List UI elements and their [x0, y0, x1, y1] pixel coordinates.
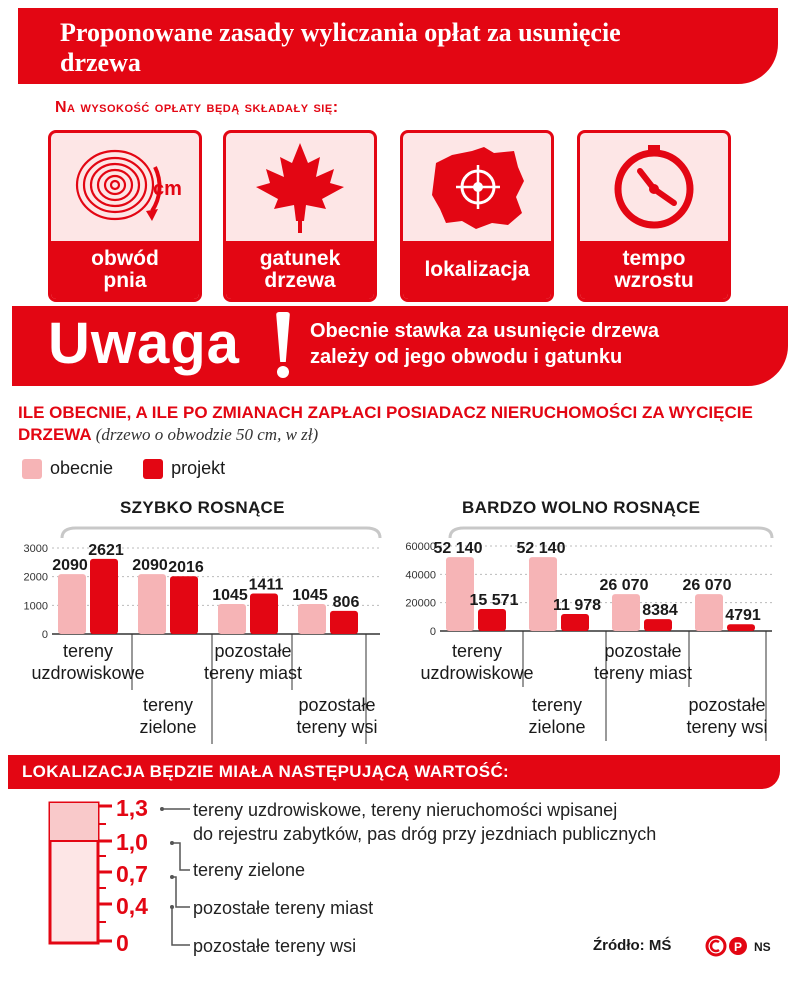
cat-label-c2b	[512, 694, 602, 738]
data-label: 15 571	[469, 591, 519, 609]
warning-text-line2: zależy od jego obwodu i gatunku	[310, 346, 623, 368]
card-trunk-circumference	[48, 130, 202, 302]
data-label: 806	[332, 593, 360, 611]
data-label: 52 140	[516, 540, 566, 558]
legend-label-project: projekt	[171, 458, 226, 478]
card-label: obwód pnia	[51, 241, 199, 299]
exclamation-dot	[277, 366, 289, 378]
cat-label-line: pozostałe	[298, 695, 376, 715]
cat-label-line: zielone	[139, 717, 197, 737]
legend-swatch-current	[22, 459, 42, 479]
title-bracket	[62, 528, 380, 538]
scale-value: 1,3	[116, 795, 148, 821]
title-bracket	[450, 528, 772, 538]
location-item-line: tereny uzdrowiskowe, tereny nieruchomości wpisanej	[193, 800, 618, 820]
components-heading: Na wysokość opłaty będą składały się:	[55, 99, 339, 116]
cat-label-c3b	[578, 640, 708, 684]
warning-banner	[12, 306, 788, 386]
bar-project	[250, 594, 278, 634]
exclamation-icon	[276, 312, 290, 362]
cat-label-line: tereny wsi	[296, 717, 378, 737]
location-item-3: pozostałe tereny miast	[193, 898, 374, 918]
cat-label-c4b	[672, 694, 782, 738]
warning-text-line1: Obecnie stawka za usunięcie drzewa	[310, 320, 660, 342]
y-tick-label: 20000	[405, 597, 436, 610]
tree-ring-icon	[51, 133, 199, 241]
bar-current	[695, 594, 723, 631]
location-item-line: do rejestru zabytków, pas dróg przy jezdniach publicznych	[193, 824, 657, 844]
data-label: 1045	[292, 587, 328, 605]
card-species	[223, 130, 377, 302]
data-label: 2090	[52, 557, 88, 575]
y-tick-label: 40000	[405, 569, 436, 582]
bar-current	[529, 557, 557, 631]
bar-current	[612, 594, 640, 631]
cat-label-line: pozostałe	[604, 641, 682, 661]
y-tick-label: 60000	[405, 541, 436, 553]
data-label: 2090	[132, 557, 168, 575]
cat-label-line: tereny	[142, 695, 194, 715]
location-title: LOKALIZACJA BĘDZIE MIAŁA NASTĘPUJĄCĄ WARTOŚĆ:	[22, 762, 509, 781]
cat-label-line: tereny miast	[593, 663, 693, 683]
bar-project	[727, 624, 755, 631]
cat-label-line: tereny	[451, 641, 503, 661]
y-tick-label: 2000	[23, 571, 48, 584]
chart-question	[18, 402, 798, 446]
clock-icon	[580, 133, 728, 241]
card-label: lokalizacja	[403, 241, 551, 299]
data-label: 26 070	[682, 577, 732, 595]
scale-value: 0,4	[116, 893, 148, 919]
data-label: 1045	[212, 587, 248, 605]
question-text: ILE OBECNIE, A ILE PO ZMIANACH ZAPŁACI POSIADACZ NIERUCHOMOŚCI ZA WYCIĘCIE DRZEWA	[18, 403, 753, 444]
card-growth-rate	[577, 130, 731, 302]
svg-text:P: P	[733, 940, 743, 954]
location-banner	[8, 755, 780, 789]
y-tick-label: 0	[41, 629, 48, 641]
cat-label-line: uzdrowiskowe	[31, 663, 145, 683]
poland-map-target-icon	[403, 133, 551, 241]
bar-project	[330, 611, 358, 634]
cat-label-c2	[128, 694, 208, 738]
y-tick-label: 3000	[23, 543, 48, 555]
data-label: 4791	[725, 607, 761, 625]
cat-label-line: zielone	[528, 717, 586, 737]
cat-label-line: tereny miast	[203, 663, 303, 683]
warning-word: Uwaga	[48, 311, 240, 376]
data-label: 1411	[248, 576, 284, 594]
cat-label-line: pozostałe	[214, 641, 292, 661]
chart-title-slow: BARDZO WOLNO ROSNĄCE	[462, 498, 701, 517]
bar-project	[170, 576, 198, 634]
legend-label-current: obecnie	[50, 458, 114, 478]
cm-label: cm	[153, 178, 182, 200]
cat-label-c4	[282, 694, 392, 738]
bar-current	[138, 574, 166, 634]
cat-label-line: tereny	[62, 641, 114, 661]
legend-swatch-project	[143, 459, 163, 479]
bar-project	[478, 609, 506, 631]
data-label: 2621	[88, 541, 124, 559]
bar-current	[218, 604, 246, 634]
maple-leaf-icon	[226, 133, 374, 241]
data-label: 11 978	[552, 597, 602, 615]
cat-label-line: tereny wsi	[686, 717, 768, 737]
card-label: tempo wzrostu	[580, 241, 728, 299]
location-item-1	[193, 798, 656, 846]
data-label: 26 070	[599, 577, 649, 595]
cat-label-c3	[188, 640, 318, 684]
y-tick-label: 1000	[23, 600, 48, 613]
scale-top-fill	[50, 803, 98, 841]
bar-project	[90, 559, 118, 634]
credit-text: NS	[754, 940, 771, 954]
source-text: Źródło: MŚ	[593, 937, 672, 954]
cat-label-line: uzdrowiskowe	[420, 663, 534, 683]
cat-label-line: pozostałe	[688, 695, 766, 715]
bar-current	[58, 574, 86, 634]
data-label: 8384	[642, 602, 678, 620]
legend	[22, 458, 225, 479]
location-item-4: pozostałe tereny wsi	[193, 936, 357, 956]
page-title: Proponowane zasady wyliczania opłat za usunięcie drzewa	[60, 18, 621, 77]
scale-value: 1,0	[116, 829, 148, 855]
copyright-logo-icon	[705, 934, 751, 958]
card-location	[400, 130, 554, 302]
cat-label-c1	[28, 640, 148, 684]
data-label: 52 140	[433, 540, 483, 558]
bar-project	[644, 619, 672, 631]
y-tick-label: 0	[429, 626, 436, 638]
cat-label-line: tereny	[531, 695, 583, 715]
card-label: gatunek drzewa	[226, 241, 374, 299]
location-item-2: tereny zielone	[193, 860, 306, 880]
data-label: 2016	[168, 559, 204, 577]
cat-label-c1b	[402, 640, 552, 684]
scale-value: 0,7	[116, 861, 148, 887]
bar-current	[298, 604, 326, 634]
chart-title-fast: SZYBKO ROSNĄCE	[120, 498, 285, 517]
warning-text	[310, 318, 659, 370]
question-note: (drzewo o obwodzie 50 cm, w zł)	[95, 425, 319, 444]
bar-project	[561, 614, 589, 631]
scale-value: 0	[116, 930, 129, 956]
title-banner	[18, 8, 778, 84]
